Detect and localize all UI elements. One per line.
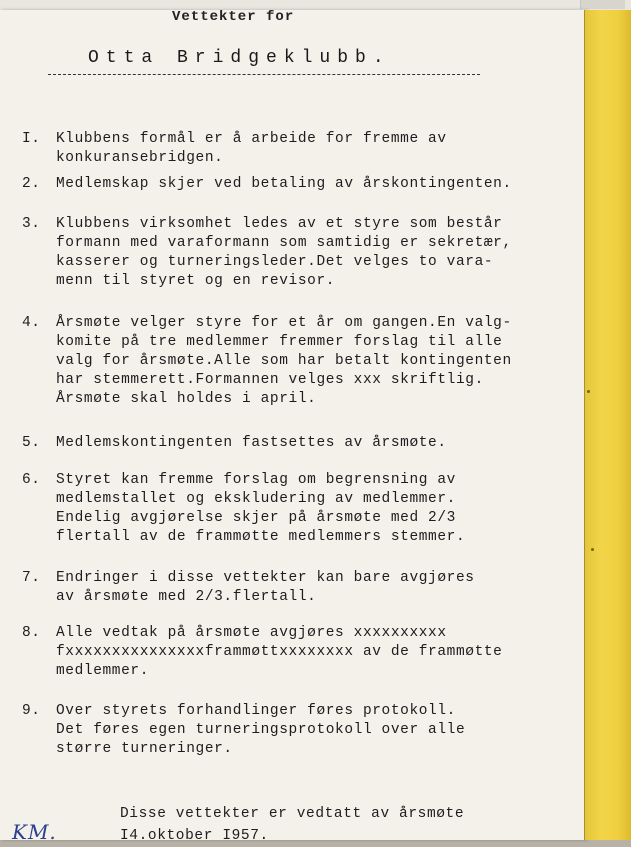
statute-text: Medlemskontingenten fastsettes av årsmøte. <box>56 435 447 451</box>
statute-line <box>22 721 622 740</box>
statute-text: Klubbens virksomhet ledes av et styre som består <box>56 216 503 232</box>
statute-text: har stemmerett.Formannen velges xxx skriftlig. <box>56 372 484 388</box>
statute-text: større turneringer. <box>56 741 233 757</box>
item-number: 9. <box>22 703 41 719</box>
statute-line <box>22 588 622 607</box>
statute-line <box>22 215 622 234</box>
statute-text: Klubbens formål er å arbeide for fremme av <box>56 131 447 147</box>
item-number: 4. <box>22 315 41 331</box>
yellow-folder-edge <box>584 10 631 840</box>
statute-line <box>22 528 622 547</box>
statute-line <box>22 643 622 662</box>
handwritten-initials: KM. <box>12 820 57 844</box>
viewer-top-bar <box>0 0 631 10</box>
statute-text: Årsmøte velger styre for et år om gangen.En valg- <box>56 315 512 331</box>
item-number: 6. <box>22 472 41 488</box>
statute-line <box>22 175 622 194</box>
statute-item-5 <box>22 434 622 453</box>
item-number: 8. <box>22 625 41 641</box>
item-number: 2. <box>22 176 41 192</box>
statute-text: menn til styret og en revisor. <box>56 273 336 289</box>
statute-line <box>22 352 622 371</box>
item-number: 7. <box>22 570 41 586</box>
statute-line <box>22 509 622 528</box>
item-number: I. <box>22 131 41 147</box>
statute-line <box>22 253 622 272</box>
folder-mark <box>591 548 594 551</box>
statute-text: komite på tre medlemmer fremmer forslag til alle <box>56 334 503 350</box>
statute-text: medlemmer. <box>56 663 150 679</box>
statute-text: av årsmøte med 2/3.flertall. <box>56 589 317 605</box>
adoption-note <box>120 803 464 847</box>
statute-text: Endringer i disse vettekter kan bare avgjøres <box>56 570 475 586</box>
statute-text: kasserer og turneringsleder.Det velges to vara- <box>56 254 494 270</box>
statute-line <box>22 149 622 168</box>
adoption-date: I4.oktober I957. <box>120 828 269 844</box>
statute-line <box>22 740 622 759</box>
statute-line <box>22 234 622 253</box>
statute-item-2 <box>22 175 622 194</box>
statute-text: Medlemskap skjer ved betaling av årskontingenten. <box>56 176 512 192</box>
statute-text: flertall av de frammøtte medlemmers stemmer. <box>56 529 466 545</box>
item-number: 3. <box>22 216 41 232</box>
document-title: Otta Bridgeklubb. <box>88 48 391 68</box>
statute-item-1 <box>22 130 622 168</box>
statute-text: valg for årsmøte.Alle som har betalt kontingenten <box>56 353 512 369</box>
statute-item-3 <box>22 215 622 291</box>
statute-text: medlemstallet og ekskludering av medlemmer. <box>56 491 456 507</box>
statute-item-8 <box>22 624 622 681</box>
item-number: 5. <box>22 435 41 451</box>
statute-line <box>22 371 622 390</box>
statute-line <box>22 624 622 643</box>
statute-text: Det føres egen turneringsprotokoll over alle <box>56 722 466 738</box>
statute-line <box>22 702 622 721</box>
statute-line <box>22 662 622 681</box>
statute-text: Endelig avgjørelse skjer på årsmøte med 2/3 <box>56 510 456 526</box>
statute-item-6 <box>22 471 622 547</box>
statute-line <box>22 314 622 333</box>
viewer-tab[interactable] <box>580 0 625 9</box>
statute-line <box>22 434 622 453</box>
statute-line <box>22 272 622 291</box>
statute-line <box>22 130 622 149</box>
statute-text: fxxxxxxxxxxxxxxxframmøttxxxxxxxx av de frammøtte <box>56 644 503 660</box>
statute-text: Over styrets forhandlinger føres protokoll. <box>56 703 456 719</box>
adoption-note-line: Disse vettekter er vedtatt av årsmøte <box>120 806 465 822</box>
statute-text: konkuransebridgen. <box>56 150 224 166</box>
statute-item-9 <box>22 702 622 759</box>
title-underline <box>48 74 480 75</box>
statute-text: formann med varaformann som samtidig er sekretær, <box>56 235 512 251</box>
document-heading: Vettekter for <box>172 9 295 25</box>
statute-text: Styret kan fremme forslag om begrensning av <box>56 472 456 488</box>
statute-line <box>22 569 622 588</box>
statute-item-4 <box>22 314 622 409</box>
document-page <box>0 9 586 844</box>
statute-line <box>22 490 622 509</box>
document-text <box>0 9 586 844</box>
folder-mark <box>587 390 590 393</box>
statute-line <box>22 471 622 490</box>
statute-text: Årsmøte skal holdes i april. <box>56 391 317 407</box>
statute-line <box>22 390 622 409</box>
statute-item-7 <box>22 569 622 607</box>
statute-line <box>22 333 622 352</box>
statute-text: Alle vedtak på årsmøte avgjøres xxxxxxxxxx <box>56 625 447 641</box>
